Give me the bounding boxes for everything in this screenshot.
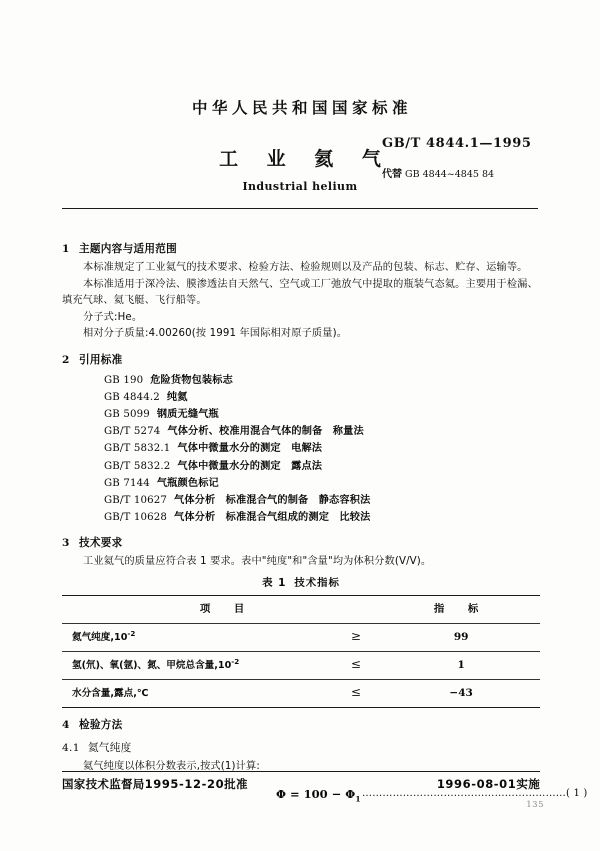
replaces-code: GB 4844~4845 [405,169,479,180]
reference-name: 气体分析 标准混合气的制备 静态容积法 [174,494,371,506]
section-4-1-paragraph-1: 氦气纯度以体积分数表示,按式(1)计算: [83,760,260,772]
page-number: 135 [526,800,544,810]
table-row [62,679,540,707]
table-row [62,623,540,651]
table-header-row [62,595,540,623]
approval-suffix: 批准 [224,777,248,791]
referenced-standards-list [62,372,540,526]
section-2-title: 引用标准 [79,353,123,366]
footer-divider [62,771,540,772]
list-item [62,389,540,406]
section-1-paragraph-1: 本标准规定了工业氦气的技术要求、检验方法、检验规则以及产品的包装、标志、贮存、运输等。 [83,262,528,274]
table-caption-label: 表 1 [262,576,287,589]
header-divider [62,208,538,209]
section-heading-2 [62,352,540,369]
effective-info [437,776,540,792]
section-heading-4 [62,717,540,734]
table-caption [62,575,540,592]
standard-title-english: Industrial helium [242,180,358,193]
table-caption-title: 技术指标 [294,576,340,589]
reference-name: 气体分析、校准用混合气体的制备 称量法 [167,426,364,438]
reference-code: GB 190 [104,374,144,386]
table-header [62,595,540,623]
section-1-paragraph-4: 相对分子质量:4.00260(按 1991 年国际相对原子质量)。 [83,328,348,340]
list-item [62,492,540,509]
reference-name: 钢质无缝气瓶 [156,409,219,421]
formula-expression: Φ = 100 − Φ [276,786,356,801]
section-3-paragraph-1: 工业氦气的质量应符合表 1 要求。表中"纯度"和"含量"均为体积分数(V/V)。 [83,556,432,568]
reference-code: GB/T 5832.1 [104,443,171,455]
section-4-title: 检验方法 [79,718,123,731]
reference-code: GB 7144 [104,477,150,489]
reference-code: GB 4844.2 [104,392,160,404]
section-4-1-title: 氦气纯度 [88,741,132,754]
section-3-title: 技术要求 [79,537,123,550]
list-item [62,372,540,389]
reference-code: GB 5099 [104,409,150,421]
replaces-prefix: 代替 [382,169,402,180]
section-3-number: 3 [62,537,70,550]
reference-name: 气体中微量水分的测定 露点法 [177,460,323,472]
row-item-label [62,651,330,679]
reference-name: 纯氦 [166,392,188,404]
list-item [62,475,540,492]
reference-code: GB/T 10627 [104,494,167,506]
approver-name: 国家技术监督局 [62,777,145,791]
section-2-number: 2 [62,353,70,366]
standard-title-chinese: 工 业 氦 气 [219,148,392,170]
column-header-item: 项 目 [62,595,382,623]
reference-name: 气瓶颜色标记 [156,477,219,489]
section-1-paragraph-2: 本标准适用于深冷法、膜渗透法自天然气、空气或工厂弛放气中提取的瓶装气态氦。主要用于检漏、填充气球、氦飞艇、飞行船等。 [62,278,538,307]
section-1-number: 1 [62,243,70,255]
reference-name: 气体分析 标准混合气组成的测定 比较法 [174,512,371,524]
national-standard-title: 中华人民共和国国家标准 [191,99,412,117]
row-item-superscript: -2 [231,657,240,667]
row-item-text: 氦气纯度,10 [72,632,128,644]
row-item-label [62,679,330,707]
masthead [0,96,600,193]
list-item [62,440,540,457]
row-index-value: 99 [382,623,540,651]
row-index-value: −43 [382,679,540,707]
row-comparison-sign: ≤ [330,651,383,679]
row-item-superscript: -2 [127,629,136,639]
column-header-index: 指 标 [382,595,540,623]
table-bottom-border-row [62,707,540,708]
technical-specification-table [62,595,540,708]
reference-code: GB/T 5832.2 [104,460,171,472]
document-footer [62,776,540,792]
reference-name: 气体中微量水分的测定 电解法 [177,443,323,455]
reference-name: 危险货物包装标志 [150,374,233,386]
list-item [62,406,540,423]
standard-number: GB/T 4844.1—1995 [382,136,532,151]
effective-suffix: 实施 [516,777,540,791]
list-item [62,509,540,526]
section-4-1-number: 4.1 [62,741,80,754]
equation-number: ( 1 ) [566,787,588,799]
table-body [62,623,540,708]
approval-info [62,776,248,792]
section-heading-4-1 [62,740,540,757]
list-item [62,458,540,475]
section-1-paragraph-3: 分子式:He。 [83,311,143,323]
section-1-title: 主题内容与适用范围 [79,243,178,255]
leader-dots: …………………………………………………… [362,787,566,799]
row-comparison-sign: ≤ [330,679,383,707]
reference-code: GB/T 5274 [104,426,161,438]
section-heading-3 [62,535,540,552]
document-body [62,232,588,803]
section-4-number: 4 [62,718,70,731]
table-row [62,651,540,679]
standard-code-block [382,136,542,180]
row-comparison-sign: ≥ [330,623,383,651]
reference-code: GB/T 10628 [104,512,167,524]
list-item [62,423,540,440]
row-item-label [62,623,330,651]
effective-date: 1996-08-01 [436,777,517,791]
approval-date: 1995-12-20 [144,777,225,791]
row-item-text: 水分含量,露点,℃ [72,688,149,700]
section-heading-1 [62,241,540,258]
row-index-value: 1 [382,651,540,679]
replaces-year: 84 [481,169,495,180]
formula-subscript: 1 [355,793,361,803]
row-item-text: 氢(氘)、氧(氩)、氮、甲烷总含量,10 [72,660,232,672]
replaces-note [382,165,542,180]
table-bottom-border [62,707,540,708]
